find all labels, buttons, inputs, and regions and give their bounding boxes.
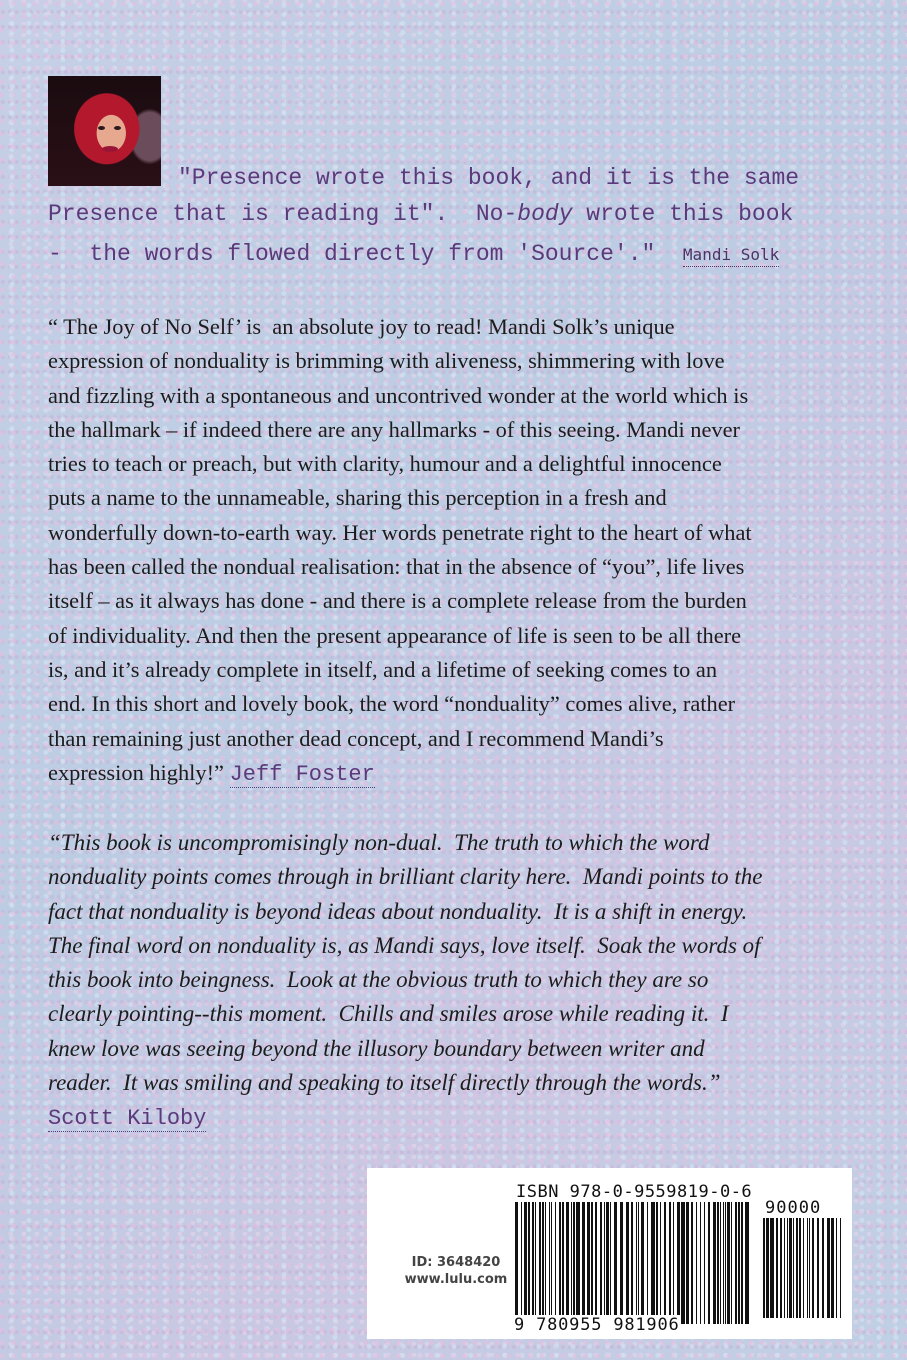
isbn-label: ISBN 978-0-9559819-0-6	[516, 1182, 753, 1202]
review-jeff-line: wonderfully down-to-earth way. Her words penetrate right to the heart of what	[48, 519, 752, 545]
barcode-bar	[515, 1202, 518, 1324]
barcode-bar	[532, 1202, 534, 1324]
barcode-bar	[708, 1202, 710, 1324]
barcode-bar	[604, 1202, 605, 1324]
review-jeff-line: itself – as it always has done - and there is a complete release from the burden	[48, 588, 747, 614]
barcode-bar	[677, 1202, 680, 1324]
author-quote-line2-a: Presence that is reading it". No-	[48, 201, 518, 227]
author-quote-attribution: Mandi Solk	[683, 245, 779, 267]
barcode-bar	[559, 1202, 561, 1324]
barcode-bar	[700, 1202, 701, 1324]
barcode-bar	[766, 1218, 769, 1318]
barcode-bar	[796, 1218, 798, 1318]
barcode-bar	[812, 1218, 814, 1318]
barcode-bar	[571, 1202, 572, 1324]
review-jeff-line: expression of nonduality is brimming with aliveness, shimmering with love	[48, 348, 725, 374]
barcode-bar	[793, 1218, 794, 1318]
barcode-bar	[704, 1202, 705, 1324]
review-jeff-last-text: expression highly!”	[48, 759, 224, 785]
barcode-bar	[669, 1202, 671, 1324]
barcode-bar	[626, 1202, 629, 1324]
review-jeff-line: tries to teach or preach, but with clarity, humour and a delightful innocence	[48, 451, 722, 477]
barcode-bar	[745, 1202, 749, 1324]
barcode-bar	[562, 1202, 564, 1324]
barcode-bar	[549, 1202, 550, 1324]
review-jeff-line: than remaining just another dead concept, and I recommend Mandi’s	[48, 725, 664, 751]
author-photo-mouth	[102, 146, 118, 152]
review-scott-line: clearly pointing--this moment. Chills and smiles arose while reading it. I	[48, 1001, 729, 1027]
isbn-barcode	[515, 1202, 751, 1324]
barcode-bar	[521, 1202, 522, 1324]
barcode-bar	[681, 1202, 685, 1324]
barcode-bar	[573, 1202, 575, 1324]
barcode-bar	[651, 1202, 655, 1324]
barcode-bar	[799, 1218, 801, 1318]
barcode-bar	[620, 1202, 623, 1324]
barcode-bar	[595, 1202, 597, 1324]
barcode-bar	[638, 1202, 639, 1324]
barcode-bar	[660, 1202, 661, 1324]
author-quote-line3-text: - the words flowed directly from 'Source'."	[48, 241, 656, 267]
author-photo-eye-left	[98, 126, 105, 130]
barcode-bar	[606, 1202, 609, 1324]
barcode-bar	[542, 1202, 544, 1324]
author-photo-eye-right	[114, 126, 121, 130]
barcode-bar	[696, 1202, 697, 1324]
barcode-bar	[831, 1218, 834, 1318]
author-quote-line3	[48, 236, 848, 273]
review-jeff-line: “ The Joy of No Self’ is an absolute joy to read! Mandi Solk’s unique	[48, 314, 675, 339]
barcode-bar	[784, 1218, 785, 1318]
author-photo	[48, 76, 161, 186]
lulu-url: www.lulu.com	[404, 1272, 508, 1287]
barcode-bar	[591, 1202, 593, 1324]
barcode-bar	[576, 1202, 580, 1324]
barcode-bar	[551, 1202, 552, 1324]
barcode-bar	[763, 1218, 765, 1318]
barcode-bar	[673, 1202, 674, 1324]
review-scott-attribution-line	[48, 1100, 858, 1136]
review-jeff-line: the hallmark – if indeed there are any hallmarks - of this seeing. Mandi never	[48, 416, 740, 442]
barcode-bar	[840, 1218, 841, 1318]
barcode-bar	[647, 1202, 648, 1324]
barcode-bar	[770, 1218, 774, 1318]
barcode-bar	[582, 1202, 585, 1324]
review-jeff-line: is, and it’s already complete in itself, and a lifetime of seeking comes to an	[48, 656, 718, 682]
barcode-bar	[600, 1202, 602, 1324]
barcode-bar	[686, 1202, 689, 1324]
barcode-bar	[539, 1202, 541, 1324]
barcode-bar	[631, 1202, 633, 1324]
barcode-bar	[827, 1218, 830, 1318]
barcode-bar	[822, 1218, 824, 1318]
barcode-bar	[535, 1202, 536, 1324]
barcode-bar	[555, 1202, 556, 1324]
price-code: 90000	[765, 1198, 822, 1218]
barcode-bar	[789, 1218, 792, 1318]
review-scott-attribution: Scott Kiloby	[48, 1106, 207, 1132]
barcode-bar	[636, 1202, 637, 1324]
price-barcode	[763, 1218, 845, 1318]
barcode-panel	[367, 1168, 852, 1339]
author-quote-line2-emphasis: body	[517, 201, 573, 227]
barcode-bar	[787, 1218, 788, 1318]
review-jeff-last-line	[48, 756, 848, 792]
barcode-bar	[641, 1202, 644, 1324]
barcode-bar	[720, 1202, 721, 1324]
review-scott-line: reader. It was smiling and speaking to itself directly through the words.”	[48, 1070, 721, 1096]
author-quote-line2-b: wrote this book	[572, 201, 794, 227]
review-scott-line: nonduality points comes through in brilliant clarity here. Mandi points to the	[48, 864, 763, 890]
review-jeff-foster	[48, 310, 848, 792]
barcode-bar	[713, 1202, 716, 1324]
isbn-digits: 9 780955 981906	[514, 1315, 680, 1335]
review-scott-line: knew love was seeing beyond the illusory boundary between writer and	[48, 1035, 705, 1061]
barcode-bar	[780, 1218, 782, 1318]
review-scott-line: “This book is uncompromisingly non-dual. The truth to which the word	[48, 830, 710, 855]
barcode-bar	[723, 1202, 724, 1324]
barcode-bar	[727, 1202, 730, 1324]
barcode-bar	[614, 1202, 617, 1324]
review-jeff-line: end. In this short and lovely book, the word “nonduality” comes alive, rather	[48, 691, 736, 717]
barcode-bar	[717, 1202, 719, 1324]
barcode-bar	[809, 1218, 810, 1318]
barcode-bar	[691, 1202, 693, 1324]
barcode-bar	[545, 1202, 546, 1324]
barcode-bar	[836, 1218, 837, 1318]
barcode-bar	[735, 1202, 737, 1324]
barcode-bar	[803, 1218, 804, 1318]
review-scott-line: fact that nonduality is beyond ideas about nonduality. It is a shift in energy.	[48, 898, 748, 924]
barcode-bar	[587, 1202, 590, 1324]
review-scott-line: The final word on nonduality is, as Mandi says, love itself. Soak the words of	[48, 932, 761, 958]
barcode-bar	[807, 1218, 808, 1318]
review-jeff-line: of individuality. And then the present appearance of life is seen to be all there	[48, 622, 742, 648]
barcode-bar	[566, 1202, 569, 1324]
author-quote-line1: "Presence wrote this book, and it is the same	[178, 165, 800, 191]
review-jeff-line: and fizzling with a spontaneous and uncontrived wonder at the world which is	[48, 382, 749, 408]
review-scott-kiloby	[48, 826, 858, 1137]
barcode-bar	[725, 1202, 726, 1324]
review-jeff-attribution: Jeff Foster	[229, 761, 375, 787]
barcode-bar	[656, 1202, 658, 1324]
lulu-publisher-id	[397, 1254, 515, 1288]
barcode-bar	[741, 1202, 743, 1324]
barcode-bar	[524, 1202, 527, 1324]
barcode-bar	[664, 1202, 666, 1324]
barcode-bar	[731, 1202, 732, 1324]
lulu-id: ID: 3648420	[411, 1255, 501, 1270]
barcode-bar	[738, 1202, 740, 1324]
barcode-bar	[817, 1218, 819, 1318]
barcode-bar	[776, 1218, 778, 1318]
barcode-bar	[528, 1202, 530, 1324]
review-jeff-line: puts a name to the unnameable, sharing this perception in a fresh and	[48, 485, 667, 511]
author-quote-line2	[48, 196, 848, 232]
review-jeff-line: has been called the nondual realisation: that in the absence of “you”, life lives	[48, 554, 745, 580]
barcode-bar	[610, 1202, 611, 1324]
review-scott-line: this book into beingness. Look at the obvious truth to which they are so	[48, 967, 709, 993]
